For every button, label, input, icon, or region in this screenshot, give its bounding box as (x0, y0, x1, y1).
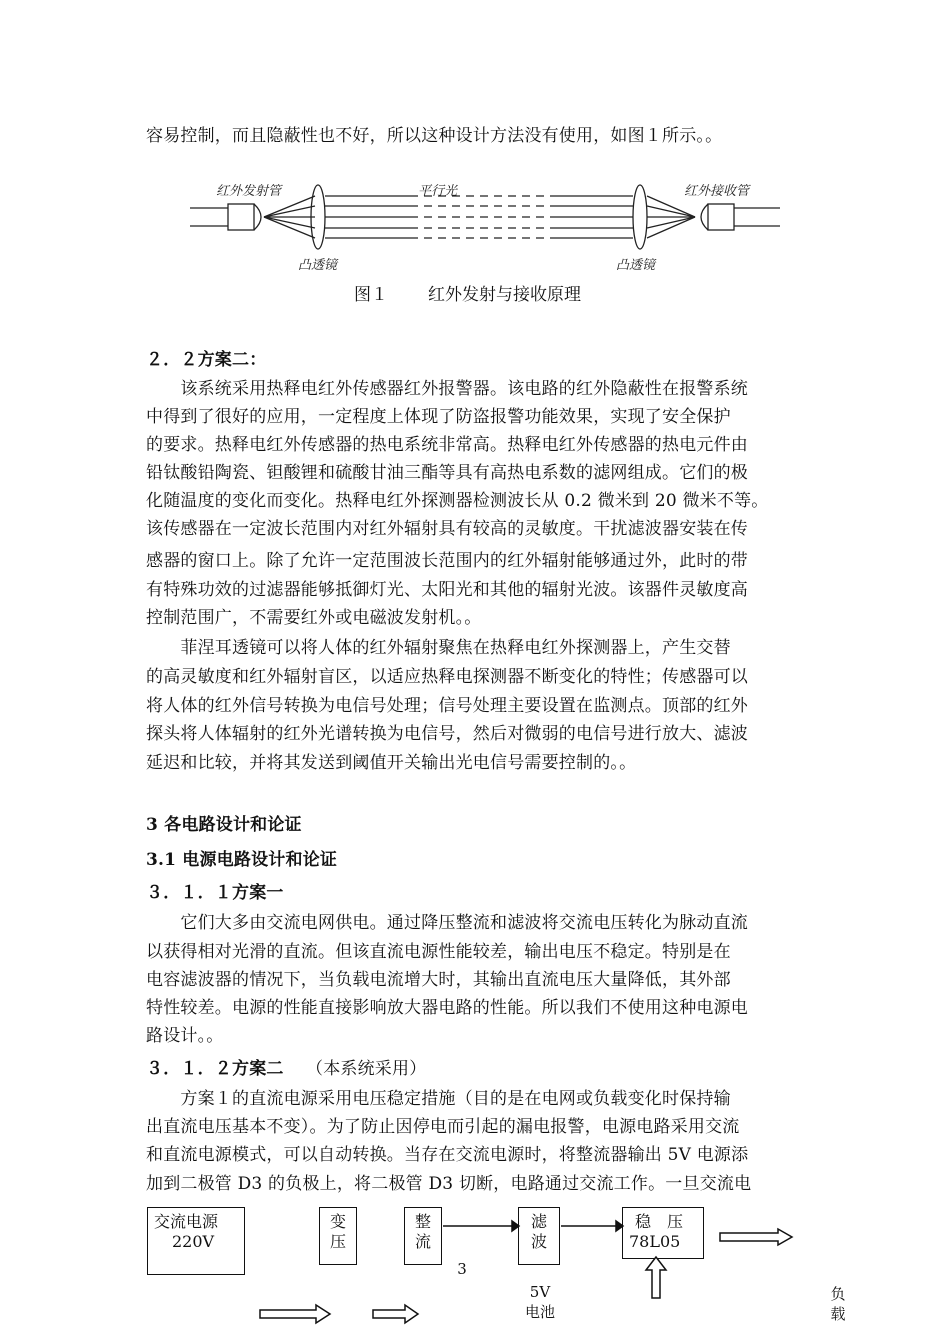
body-text-line: 方案１的直流电源采用电压稳定措施（目的是在电网或负载变化时保持输 (146, 1089, 731, 1109)
body-text-line: 该传感器在一定波长范围内对红外辐射具有较高的灵敏度。干扰滤波器安装在传 (146, 519, 748, 539)
section-heading: 3 各电路设计和论证 (146, 815, 302, 835)
figure-caption-text: 红外发射与接收原理 (428, 285, 581, 305)
body-text-line: 该系统采用热释电红外传感器红外报警器。该电路的红外隐蔽性在报警系统 (146, 379, 748, 399)
regulator-label: 稳 压 (635, 1212, 684, 1231)
body-text-line: 的要求。热释电红外传感器的热电系统非常高。热释电红外传感器的热电元件由 (146, 435, 748, 455)
body-text-line: 以获得相对光滑的直流。但该直流电源性能较差，输出电压不稳定。特别是在 (146, 942, 731, 962)
body-text-line: 化随温度的变化而变化。热释电红外探测器检测波长从 0.2 微米到 20 微米不等。 (146, 491, 769, 511)
body-text-line: 电容滤波器的情况下，当负载电流增大时，其输出直流电压大量降低，其外部 (146, 970, 731, 990)
body-text-line: 菲涅耳透镜可以将人体的红外辐射聚焦在热释电红外探测器上，产生交替 (146, 638, 731, 658)
body-text-line: 有特殊功效的过滤器能够抵御灯光、太阳光和其他的辐射光波。该器件灵敏度高 (146, 580, 748, 600)
load-label-1: 负 (830, 1285, 846, 1303)
regulator-model: 78L05 (629, 1232, 681, 1251)
receiver-label: 红外接收管 (684, 184, 750, 199)
section-heading: ２．２方案二： (146, 350, 267, 370)
body-text-line: 路设计。。 (146, 1026, 224, 1046)
scheme-heading: ３．１．１方案一 (146, 883, 284, 903)
body-text-line: 它们大多由交流电网供电。通过降压整流和滤波将交流电压转化为脉动直流 (146, 913, 748, 933)
load-label (826, 1284, 850, 1324)
body-text-line: 探头将人体辐射的红外光谱转换为电信号，然后对微弱的电信号进行放大、滤波 (146, 724, 748, 744)
body-text-line: 铅钛酸铅陶瓷、钽酸锂和硫酸甘油三酯等具有高热电系数的滤网组成。它们的极 (146, 463, 748, 483)
body-text-line: 将人体的红外信号转换为电信号处理；信号处理主要设置在监测点。顶部的红外 (146, 696, 748, 716)
lens-left-label: 凸透镜 (298, 258, 338, 273)
body-text-line: 的高灵敏度和红外辐射盲区，以适应热释电探测器不断变化的特性；传感器可以 (146, 667, 748, 687)
battery-voltage: 5V (529, 1283, 551, 1301)
scheme-note: （本系统采用） (306, 1059, 427, 1079)
emitter-label: 红外发射管 (216, 184, 282, 199)
parallel-light-label: 平行光 (418, 184, 458, 199)
filter-label-2: 波 (530, 1232, 547, 1251)
filter-label-1: 滤 (530, 1212, 547, 1231)
block-diagram-arrows (0, 1190, 950, 1344)
ac-source-label: 交流电源 (154, 1212, 219, 1231)
battery-label (520, 1282, 560, 1322)
body-text-line: 和直流电源模式，可以自动转换。当存在交流电源时，将整流器输出 5V 电源添 (146, 1145, 749, 1165)
body-text-line: 控制范围广，不需要红外或电磁波发射机。。 (146, 608, 482, 628)
transformer-label-1: 变 (329, 1212, 346, 1231)
scheme-heading: ３．１．２方案二 (146, 1059, 284, 1079)
body-text-line: 感器的窗口上。除了允许一定范围波长范围内的红外辐射能够通过外，此时的带 (146, 551, 748, 571)
load-label-2: 载 (830, 1305, 846, 1323)
body-text-line: 容易控制，而且隐蔽性也不好，所以这种设计方法没有使用，如图１所示。。 (146, 126, 723, 146)
battery-text: 电池 (524, 1303, 555, 1321)
rectifier-label-2: 流 (414, 1232, 431, 1251)
body-text-line: 加到二极管 D3 的负极上，将二极管 D3 切断，电路通过交流工作。一旦交流电 (146, 1174, 752, 1194)
rectifier-label-1: 整 (414, 1212, 431, 1231)
page-number: 3 (457, 1260, 467, 1278)
body-text-line: 出直流电压基本不变）。为了防止因停电而引起的漏电报警，电源电路采用交流 (146, 1117, 740, 1137)
ac-source-voltage: 220V (172, 1232, 215, 1251)
body-text-line: 特性较差。电源的性能直接影响放大器电路的性能。所以我们不使用这种电源电 (146, 998, 748, 1018)
lens-right-label: 凸透镜 (616, 258, 656, 273)
figure-caption-number: 图１ (354, 285, 388, 305)
body-text-line: 延迟和比较，并将其发送到阈值开关输出光电信号需要控制的。。 (146, 753, 637, 773)
transformer-label-2: 压 (329, 1232, 346, 1251)
body-text-line: 中得到了很好的应用，一定程度上体现了防盗报警功能效果，实现了安全保护 (146, 407, 731, 427)
subsection-heading: 3.1 电源电路设计和论证 (146, 850, 338, 870)
figure-1 (190, 170, 780, 273)
